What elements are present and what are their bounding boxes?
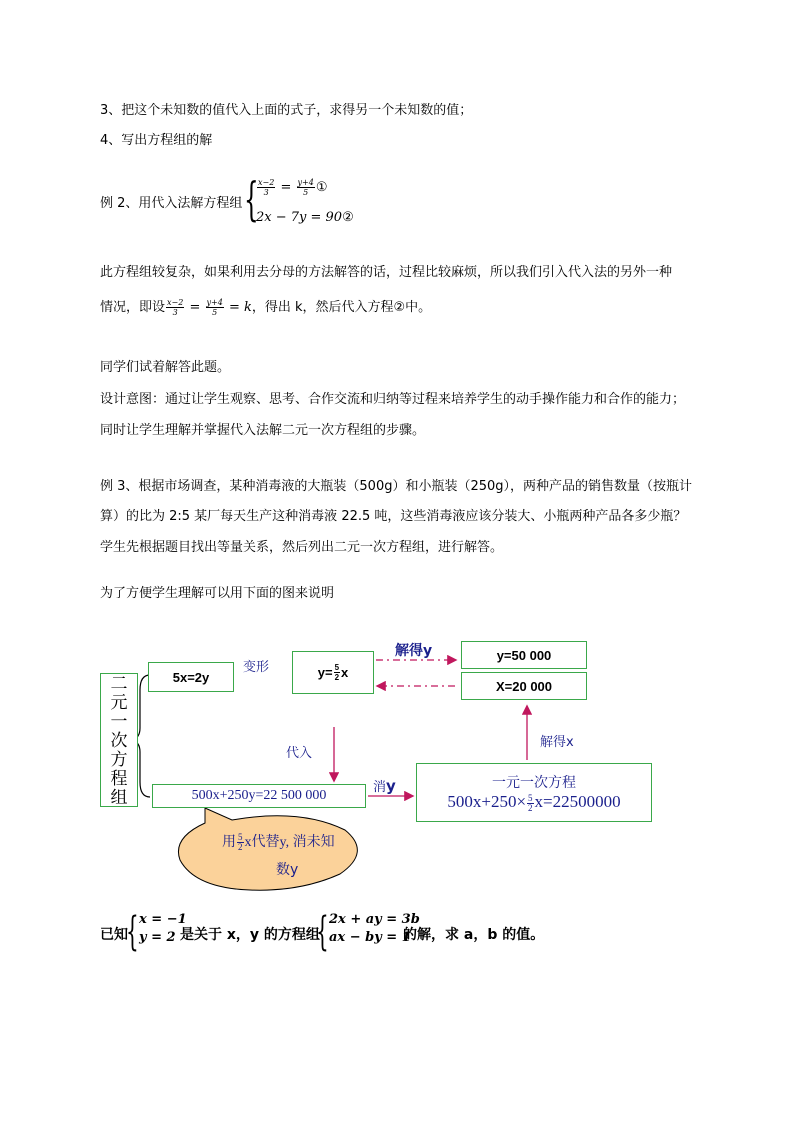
step-3-text: 3、把这个未知数的值代入上面的式子，求得另一个未知数的值； bbox=[100, 103, 473, 118]
paragraph-1-line-2: 情况，即设 $\frac{x-2}{3}$ = $\frac{y+4}{5}$ = k，得出 k，然后代入方程②中。 bbox=[100, 298, 432, 317]
label-transform: 变形 bbox=[243, 660, 270, 675]
example-2-eq2: 2x − 7y = 90② bbox=[256, 210, 354, 225]
label-solve-x: 解得x bbox=[540, 735, 574, 750]
step-4-text: 4、写出方程组的解 bbox=[100, 133, 213, 148]
final-sys2-brace: { bbox=[316, 909, 329, 955]
label-eliminate: 消y bbox=[373, 777, 396, 795]
substituted-equation-box: 500x+250y=22 500 000 bbox=[152, 784, 366, 808]
final-problem-post: 的解，求 a，b 的值。 bbox=[403, 927, 545, 943]
example-2-brace: { bbox=[244, 172, 259, 226]
result-x-box: X=20 000 bbox=[461, 672, 587, 700]
design-intent-line-2: 同时让学生理解并掌握代入法解二元一次方程组的步骤。 bbox=[100, 423, 426, 438]
example-3-line-3: 学生先根据题目找出等量关系，然后列出二元一次方程组，进行解答。 bbox=[100, 540, 504, 555]
example-3-line-2: 算）的比为 2:5 某厂每天生产这种消毒液 22.5 吨，这些消毒液应该分装大、小瓶两种产品各多少瓶？ bbox=[100, 509, 687, 524]
example-2-label: 例 2、用代入法解方程组 bbox=[100, 196, 243, 211]
result-y-box: y=50 000 bbox=[461, 641, 587, 669]
paragraph-2: 同学们试着解答此题。 bbox=[100, 360, 231, 375]
label-solve-y: 解得y bbox=[395, 643, 433, 659]
final-problem-pre: 已知 bbox=[100, 927, 128, 943]
system-of-two-equations-box: 二 元 一 次 方 程 组 bbox=[100, 673, 138, 807]
final-sys1-line-1: x = −1 bbox=[139, 912, 187, 927]
equation-5x-2y-box: 5x=2y bbox=[148, 662, 234, 692]
final-sys1-line-2: y = 2 bbox=[139, 930, 176, 945]
final-sys2-line-2: ax − by = 1 bbox=[329, 930, 411, 945]
hint-bubble-line-2: 数y bbox=[276, 862, 299, 878]
linear-equation-one-variable-box: 一元一次方程 500x+250× $\frac{5}{2}$ x=22500000 bbox=[416, 763, 652, 822]
example-3-line-1: 例 3、根据市场调查，某种消毒液的大瓶装（500g）和小瓶装（250g），两种产品的销售数量（按瓶计 bbox=[100, 479, 693, 494]
equation-y-box: y= $\frac{5}{2}$ x bbox=[292, 651, 374, 694]
diagram-intro: 为了方便学生理解可以用下面的图来说明 bbox=[100, 586, 335, 601]
final-sys2-line-1: 2x + ay = 3b bbox=[329, 912, 420, 927]
label-substitute: 代入 bbox=[286, 746, 313, 761]
design-intent-line-1: 设计意图：通过让学生观察、思考、合作交流和归纳等过程来培养学生的动手操作能力和合作的能力； bbox=[100, 392, 686, 407]
example-2-eq1: $\frac{x-2}{3}$ = $\frac{y+4}{5}$ ① bbox=[258, 178, 328, 197]
final-problem-mid: 是关于 x，y 的方程组 bbox=[180, 927, 320, 943]
hint-bubble-line-1: 用 $\frac{5}{2}$ x代替y, 消未知 bbox=[222, 832, 335, 853]
paragraph-1-line-1: 此方程组较复杂，如果利用去分母的方法解答的话，过程比较麻烦，所以我们引入代入法的另外一种 bbox=[100, 265, 673, 280]
final-sys1-brace: { bbox=[126, 909, 139, 955]
